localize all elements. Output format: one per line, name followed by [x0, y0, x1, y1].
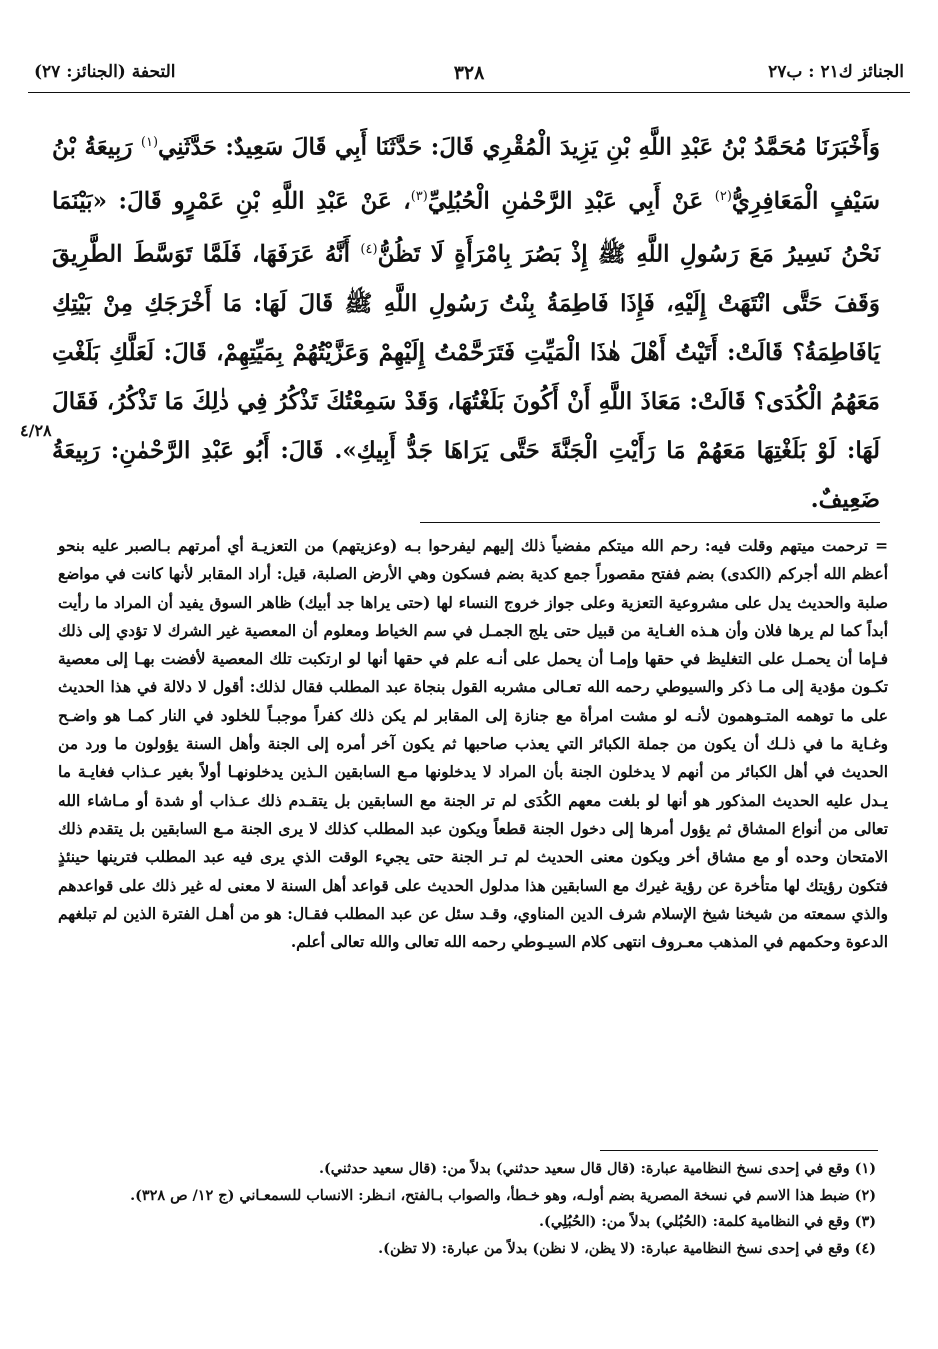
- footnotes-divider: [600, 1150, 878, 1151]
- footnote-3: (٣) وقع في النظامية كلمة: (الحُبُلي) بدلاً من: (الحُبُلِي).: [539, 1213, 876, 1230]
- margin-reference: ٤/٢٨: [20, 421, 52, 440]
- hadith-text: [52, 118, 880, 524]
- hadith-isnad-part-2: رَبِيعَةُ بْنُ سَيْفٍ الْمَعَافِرِيُّ: [52, 133, 880, 215]
- footnote-ref-4: (٤): [360, 242, 378, 258]
- footnote-ref-1: (١): [140, 135, 159, 150]
- footnotes: [58, 1156, 876, 1262]
- tuhfa-reference: التحفة (الجنائز: ٢٧): [34, 62, 176, 82]
- hadith-isnad-part-1: وَأَخْبَرَنَا مُحَمَّدُ بْنُ عَبْدِ اللَّهِ بْنِ يَزِيدَ الْمُقْرِي قَالَ: حَدَّثَنَا أَبِي قَالَ سَعِيدٌ: حَدَّثَنِي: [158, 133, 880, 161]
- footnote-1: (١) وقع في إحدى نسخ النظامية عبارة: (قال قال سعيد حدثني) بدلاً من: (قال سعيد حدثني).: [318, 1160, 876, 1177]
- header-divider: [28, 92, 910, 93]
- hadith-matn-part-1: ، عَنْ عَبْدِ اللَّهِ بْنِ عَمْرٍو قَالَ: «بَيْنَمَا نَحْنُ نَسِيرُ مَعَ رَسُولِ اللَّهِ ﷺ إِذْ بَصُرَ بِامْرَأَةٍ لَا تَظُنُّ: [52, 187, 880, 268]
- hadith-matn-part-2: أَنَّهُ عَرَفَهَا، فَلَمَّا تَوَسَّطَ الطَّرِيقَ وَقَفَ حَتَّى انْتَهَتْ إِلَيْهِ، فَإِذَا فَاطِمَةُ بِنْتُ رَسُولِ اللَّهِ ﷺ قَالَ لَهَا: مَا أَخْرَجَكِ مِنْ بَيْتِكِ يَافَاطِمَةُ؟ قَالَتْ: أَتَيْتُ أَهْلَ هٰذَا الْمَيِّتِ فَتَرَحَّمْتُ إِلَيْهِمْ وَعَزَّيْتُهُمْ بِمَيِّتِهِمْ، قَالَ: لَعَلَّكِ بَلَغْتِ مَعَهُمُ الْكُدَى؟ قَالَتْ: مَعَاذَ اللَّهِ أَنْ أَكُونَ بَلَغْتُهَا، وَقَدْ سَمِعْتُكَ تَذْكُرُ فِي ذٰلِكَ مَا تَذْكُرُ، فَقَالَ لَهَا: لَوْ بَلَغْتِهَا مَعَهُمْ مَا رَأَيْتِ الْجَنَّةَ حَتَّى يَرَاهَا جَدُّ أَبِيكِ». قَالَ: أَبُو عَبْدِ الرَّحْمٰنِ: رَبِيعَةُ ضَعِيفٌ.: [52, 240, 880, 513]
- chapter-reference: الجنائز ك٢١ : ب٢٧: [768, 62, 904, 82]
- footnote-4: (٤) وقع في إحدى نسخ النظامية عبارة: (لا يظن، لا نظن) بدلاً من عبارة: (لا تظن).: [378, 1239, 876, 1257]
- footnote-ref-3: (٣): [410, 188, 428, 204]
- footnote-ref-2: (٢): [714, 188, 732, 204]
- hadith-isnad-part-3: عَنْ أَبِي عَبْدِ الرَّحْمٰنِ الْحُبُلِيِّ: [427, 187, 715, 215]
- page-number: ٣٢٨: [453, 62, 485, 84]
- commentary-divider: [420, 522, 880, 523]
- page-header: [28, 56, 910, 90]
- footnote-2: (٢) ضبط هذا الاسم في نسخة المصرية بضم أولـه، وهو خـطأ، والصواب بـالفتح، انـظر: الانساب للسمعـاني (ج ١٢/ ص ٣٢٨).: [130, 1186, 876, 1204]
- commentary-text: = ترحمت ميتهم وقلت فيه: رحم الله ميتكم مفضياً ذلك إليهم ليفرحوا بـه (وعزيتهم) من التعزيـة أي أمرتهم بـالصبر عليه بنحو أعظم الله أجركم (الكدى) بضم ففتح مقصوراً جمع كدية بضم فسكون وهي الأرض الصلبة، قيل: أراد المقابر لأنها كانت في مواضع صلبة والحديث يدل على مشروعية التعزية وعلى جواز خروج النساء لها (حتى يراها جد أبيك) ظاهر السوق يفيد أن المراد ما رأيت أبداً كما لم يرها فلان وأن هـذه الغـاية من قبيل حتى يلج الجمـل في سم الخياط ومعلوم أن المعصية غير الشرك لا تؤدي إلى ذلك فـإما أن يحمـل على التغليظ في حقها وإمـا أن يحمل على أنـه علم في حقها أنها لو ارتكبت تلك المعصية لأفضت بهـا إلى معصية تكـون مؤدية إلى مـا ذكر والسيوطي رحمه الله تعـالى مشربه القول بنجاة عبد المطلب فقال لذلك: أقول لا دلالة في هذا الحديث على ما توهمه المتـوهمون لأنـه لو مشت امرأة مع جنازة إلى المقابر لم يكن ذلك كفراً موجبـاً للخلود في النار كمـا هو واضـح وغـاية ما في ذلـك أن يكون من جملة الكبائر التي يعذب صاحبها ثم يكون آخر أمره إلى الجنة وأهل السنة يؤولون ما ورد من الحديث في أهل الكبائر من أنهم لا يدخلون الجنة بأن المراد لا يدخلونها مـع السابقين الـذين يدخلونهـا أولاً بغير عـذاب فغايـة ما يـدل عليه الحديث المذكور هو أنها لو بلغت معهم الكُدَى لم تر الجنة مع السابقين بل يتقـدم ذلك عـذاب أو شدة أو مـاشاء الله تعالى من أنواع المشاق ثم يؤول أمرها إلى دخول الجنة قطعاً ويكون عبد المطلب كذلك لا يرى الجنة مـع السابقين بل يتقدم ذلك الامتحان وحده أو مع مشاق أخر ويكون معنى الحديث لم تـر الجنة حتى يجيء الوقت الذي يرى فيه عبد المطلب فترينها حينئذٍ فتكون رؤيتك لها متأخرة عن رؤية غيرك مع السابقين هذا مدلول الحديث على قواعد أهل السنة لا معنى له غير ذلك على قواعدهم والذي سمعته من شيخنا شيخ الإسلام شرف الدين المناوي، وقـد سئل عن عبد المطلب فقـال: هو من أهـل الفترة الذين لم تبلغهم الدعوة وحكمهم في المذهب معـروف انتهى كلام السيـوطي رحمه الله تعالى والله تعالى أعلم.: [58, 537, 888, 952]
